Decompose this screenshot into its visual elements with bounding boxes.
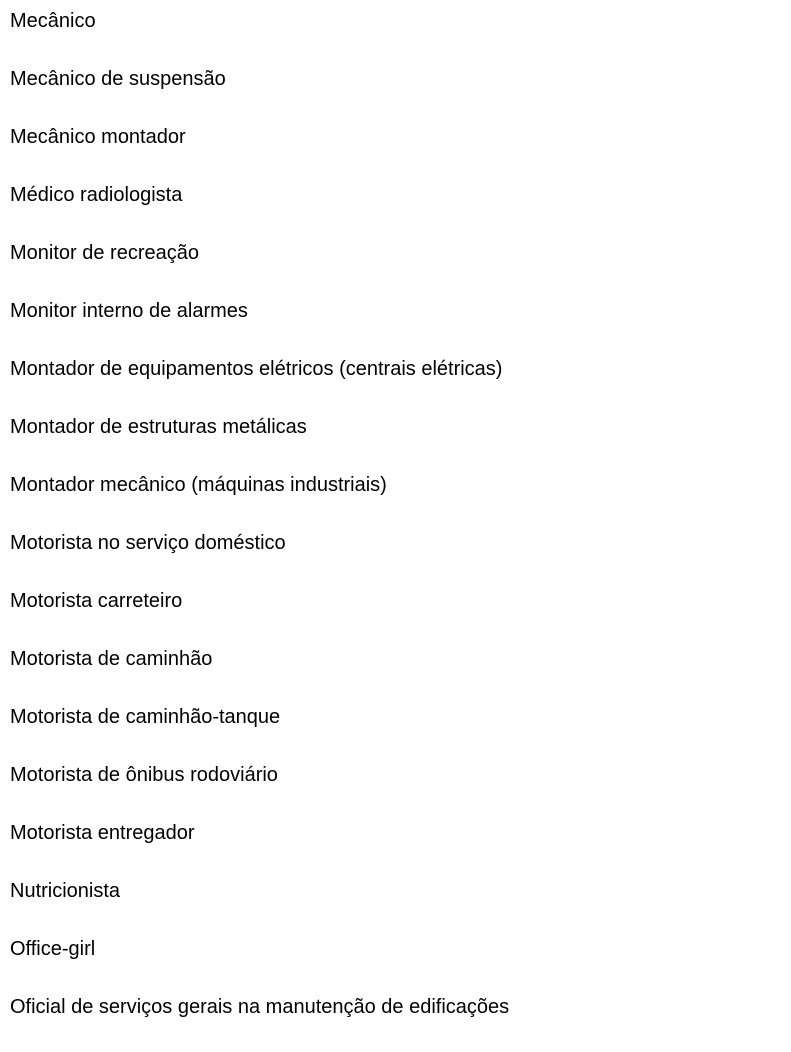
list-item: Montador de equipamentos elétricos (centrais elétricas) (10, 358, 503, 380)
list-item: Motorista de caminhão (10, 648, 213, 670)
list-item: Office-girl (10, 938, 96, 960)
list-item: Montador mecânico (máquinas industriais) (10, 474, 387, 496)
list-item: Motorista carreteiro (10, 590, 183, 612)
list-item: Monitor de recreação (10, 242, 199, 264)
list-item: Mecânico (10, 10, 96, 32)
list-item: Motorista no serviço doméstico (10, 532, 286, 554)
list-item: Motorista entregador (10, 822, 195, 844)
list-item: Médico radiologista (10, 184, 183, 206)
list-item: Oficial de serviços gerais na manutenção de edificações (10, 996, 510, 1018)
list-item: Nutricionista (10, 880, 121, 902)
list-item: Montador de estruturas metálicas (10, 416, 307, 438)
list-item: Mecânico de suspensão (10, 68, 226, 90)
list-item: Monitor interno de alarmes (10, 300, 248, 322)
list-item: Mecânico montador (10, 126, 186, 148)
occupation-list (10, 8, 780, 1052)
list-item: Motorista de ônibus rodoviário (10, 764, 278, 786)
list-item: Motorista de caminhão-tanque (10, 706, 281, 728)
